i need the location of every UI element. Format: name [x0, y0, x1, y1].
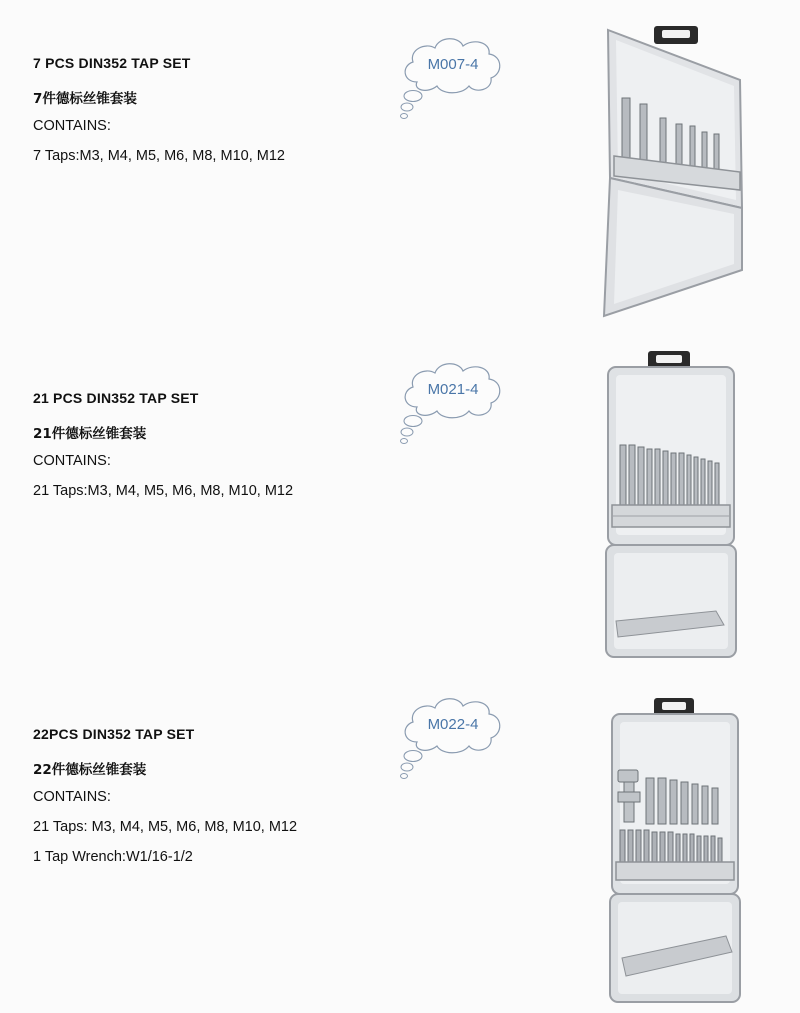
- model-code: M022-4: [427, 716, 479, 733]
- contents-item: 1 Tap Wrench:W1/16-1/2: [33, 849, 193, 865]
- product-title: 21 PCS DIN352 TAP SET: [33, 390, 199, 406]
- product-title: 7 PCS DIN352 TAP SET: [33, 55, 191, 71]
- product-chinese-title: 21件德标丝锥套装: [33, 426, 147, 442]
- tap-set-case-image: [596, 349, 746, 661]
- model-code-cloud: [395, 692, 510, 782]
- model-code-cloud: [395, 32, 510, 122]
- model-code: M007-4: [427, 56, 479, 73]
- contains-label: CONTAINS:: [33, 118, 111, 134]
- product-chinese-title: 7件德标丝锥套装: [33, 91, 137, 107]
- product-title: 22PCS DIN352 TAP SET: [33, 726, 195, 742]
- contents-item: 21 Taps: M3, M4, M5, M6, M8, M10, M12: [33, 819, 298, 835]
- contains-label: CONTAINS:: [33, 789, 111, 805]
- contents-item: 21 Taps:M3, M4, M5, M6, M8, M10, M12: [33, 483, 294, 499]
- product-chinese-title: 22件德标丝锥套装: [33, 762, 147, 778]
- contains-label: CONTAINS:: [33, 453, 111, 469]
- tap-set-case-image: [592, 22, 752, 322]
- tap-set-case-image: [602, 696, 748, 1006]
- model-code-cloud: [395, 357, 510, 447]
- contents-item: 7 Taps:M3, M4, M5, M6, M8, M10, M12: [33, 148, 285, 164]
- model-code: M021-4: [427, 381, 479, 398]
